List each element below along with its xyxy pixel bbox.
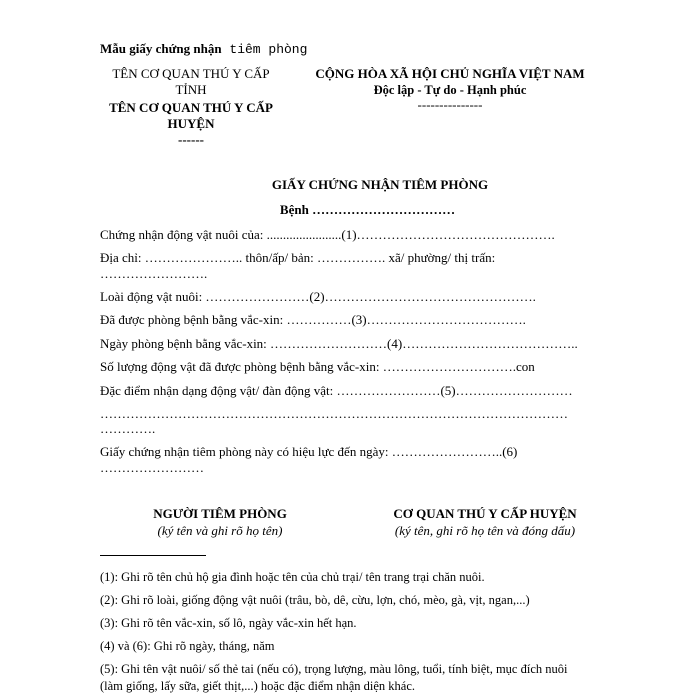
agency-title: CƠ QUAN THÚ Y CẤP HUYỆN — [393, 506, 577, 521]
district-agency: TÊN CƠ QUAN THÚ Y CẤP HUYỆN — [109, 100, 273, 131]
footnote-1: (1): Ghi rõ tên chủ hộ gia đình hoặc tên của chủ trại/ tên trang trại chăn nuôi. — [100, 570, 485, 584]
species-field: Loài động vật nuôi: ……………………(2)…………………………………………. — [100, 289, 536, 304]
footnote-5-continuation: (làm giống, lấy sữa, giết thịt,...) hoặc đặc điểm nhận diện khác. — [100, 679, 416, 693]
footnote-3: (3): Ghi rõ tên vắc-xin, số lô, ngày vắc-xin hết hạn. — [100, 616, 357, 630]
document-title: GIẤY CHỨNG NHẬN TIÊM PHÒNG — [271, 177, 489, 192]
form-label-plain: tiêm phòng — [221, 42, 308, 57]
disease-line: Bệnh …………………………… — [279, 202, 456, 217]
identification-field: Đặc điểm nhận dạng động vật/ đàn động vật: ……………………(5)……………………… — [100, 383, 573, 398]
address-field-continuation: ……………………. — [100, 266, 208, 281]
signature-vaccinator — [120, 505, 320, 539]
validity-field: Giấy chứng nhận tiêm phòng này có hiệu lực đến ngày: ……………………..(6) — [100, 444, 518, 459]
vaccination-date-field: Ngày phòng bệnh bằng vắc-xin: ………………………(4)………………………………….. — [100, 336, 578, 351]
footnote-4: (4) và (6): Ghi rõ ngày, tháng, năm — [100, 639, 275, 653]
vaccinator-title: NGƯỜI TIÊM PHÒNG — [153, 506, 287, 521]
header-right — [300, 66, 600, 112]
form-label-bold: Mẫu giấy chứng nhận — [100, 41, 222, 56]
validity-field-continuation: …………………… — [100, 460, 204, 475]
agency-note: (ký tên, ghi rõ họ tên và đóng dấu) — [394, 523, 576, 538]
header-right-rule: --------------- — [417, 97, 483, 112]
quantity-field: Số lượng động vật đã được phòng bệnh bằng vắc-xin: ………………………….con — [100, 359, 535, 374]
identification-field-continuation: ……………………………………………………………………………………………… — [100, 406, 568, 421]
footnote-5: (5): Ghi tên vật nuôi/ số thẻ tai (nếu có), trọng lượng, màu lông, tuổi, tính biệt, mục đích nuôi — [100, 662, 568, 676]
vaccine-field: Đã được phòng bệnh bằng vắc-xin: ……………(3)………………………………. — [100, 312, 526, 327]
address-field: Địa chỉ: ………………….. thôn/ấp/ bản: ……………. xã/ phường/ thị trấn: — [100, 250, 496, 265]
footnote-2: (2): Ghi rõ loài, giống động vật nuôi (trâu, bò, dê, cừu, lợn, chó, mèo, gà, vịt, ngan,...) — [100, 593, 530, 607]
vaccinator-note: (ký tên và ghi rõ họ tên) — [157, 523, 283, 538]
owner-field: Chứng nhận động vật nuôi của: .......................(1)………………………………………. — [100, 227, 555, 242]
header-left-rule: ------ — [178, 132, 204, 147]
signature-agency — [370, 505, 600, 539]
identification-field-end: …………. — [100, 421, 156, 436]
footnote-divider — [100, 555, 206, 556]
province-agency: TÊN CƠ QUAN THÚ Y CẤP TỈNH — [112, 66, 270, 97]
form-label — [100, 41, 307, 57]
national-motto: Độc lập - Tự do - Hạnh phúc — [373, 83, 527, 97]
nation-name: CỘNG HÒA XÃ HỘI CHỦ NGHĨA VIỆT NAM — [315, 66, 585, 81]
header-left — [98, 66, 284, 148]
